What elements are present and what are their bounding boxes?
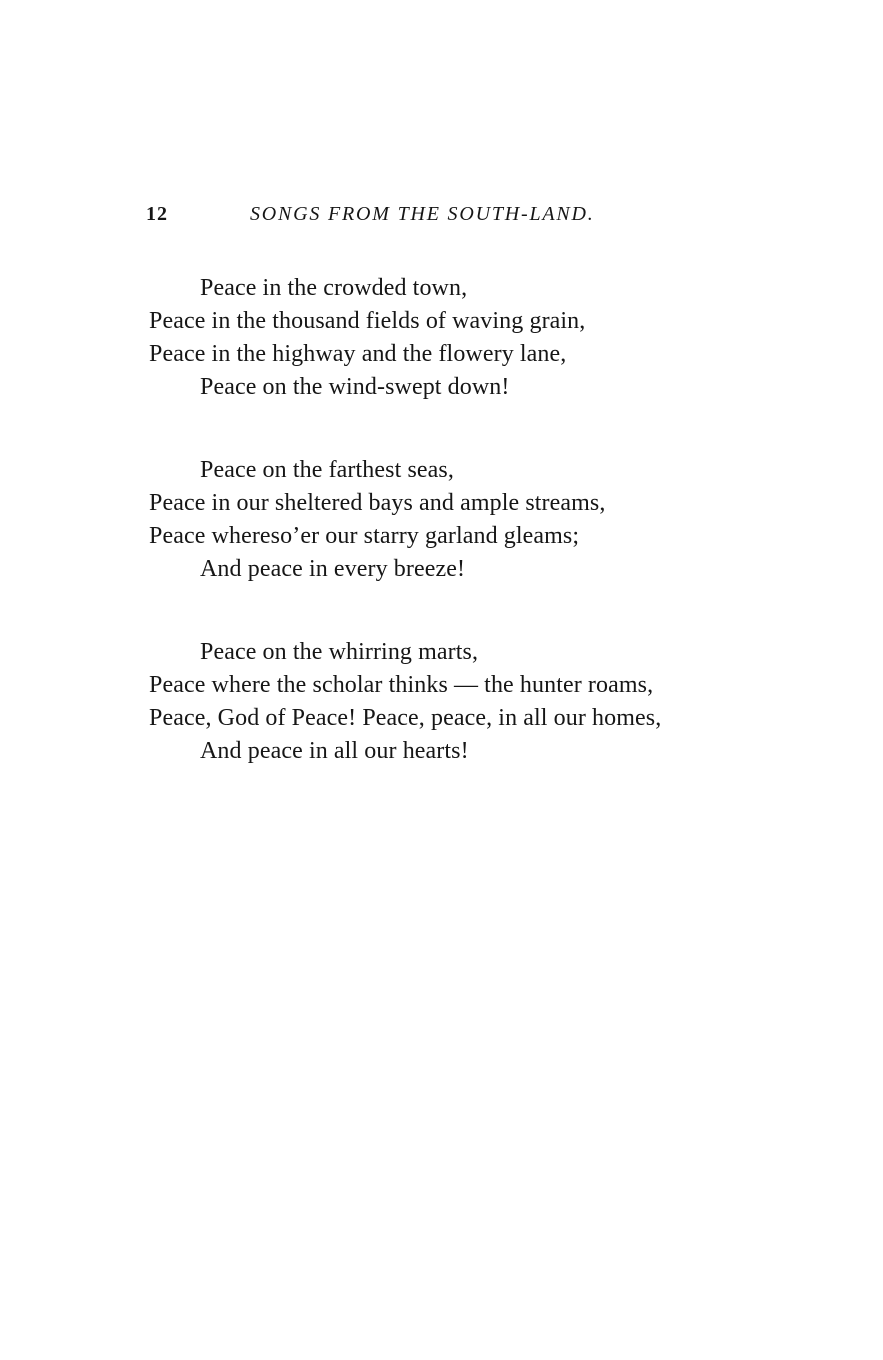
poem-line: And peace in all our hearts!: [200, 738, 469, 764]
poem-line: Peace in our sheltered bays and ample streams,: [149, 490, 606, 516]
poem-line: Peace on the farthest seas,: [200, 457, 454, 483]
poem-line: Peace in the thousand fields of waving grain,: [149, 308, 586, 334]
running-title: SONGS FROM THE SOUTH-LAND.: [250, 203, 595, 225]
poem: [149, 272, 789, 818]
poem-line: And peace in every breeze!: [200, 556, 466, 582]
poem-line: Peace, God of Peace! Peace, peace, in all our homes,: [149, 705, 662, 731]
poem-line: Peace on the whirring marts,: [200, 639, 479, 665]
running-head: [146, 203, 746, 233]
poem-line: Peace whereso’er our starry garland gleams;: [149, 523, 580, 549]
poem-line: Peace in the crowded town,: [200, 275, 468, 301]
poem-line: Peace where the scholar thinks — the hunter roams,: [149, 672, 654, 698]
stanza-2: [149, 454, 789, 586]
stanza-3: [149, 636, 789, 768]
poem-line: Peace in the highway and the flowery lane,: [149, 341, 567, 367]
poem-line: Peace on the wind-swept down!: [200, 374, 510, 400]
stanza-1: [149, 272, 789, 404]
page-number: 12: [146, 203, 168, 225]
